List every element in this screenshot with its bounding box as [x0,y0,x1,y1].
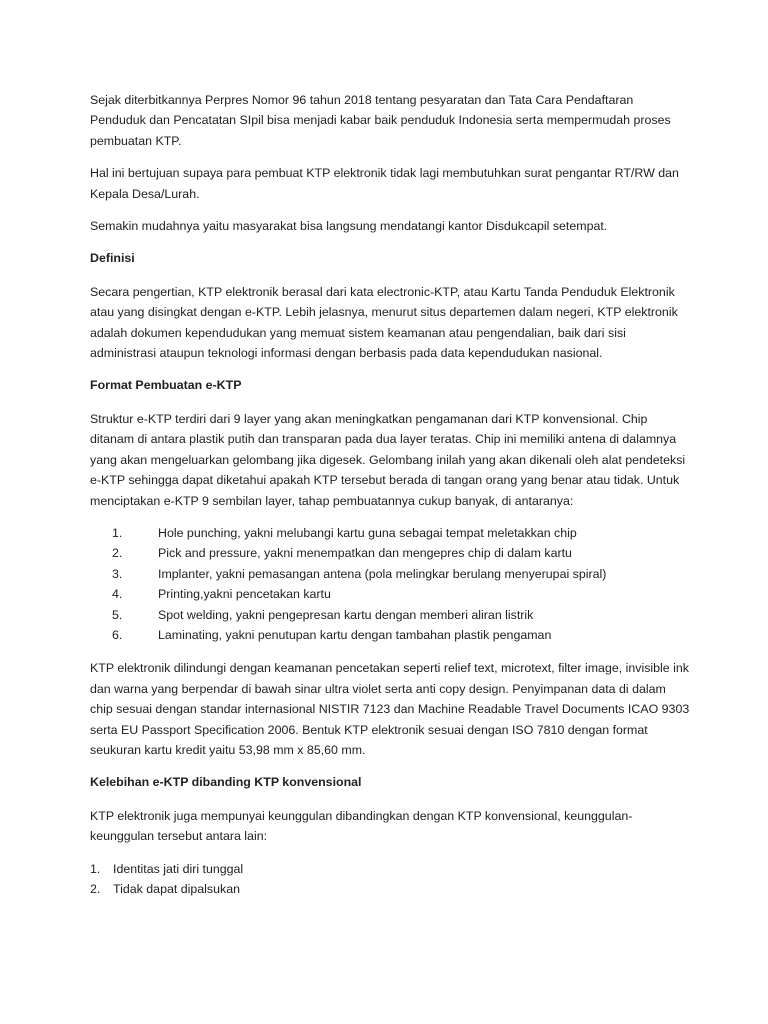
list-item-number: 2. [90,882,101,896]
list-item [90,564,690,584]
list-item-text: Laminating, yakni penutupan kartu dengan tambahan plastik pengaman [158,627,552,642]
advantages-list [90,859,690,900]
definisi-heading: Definisi [90,251,135,266]
list-item-number: 3. [112,566,123,581]
list-item [90,543,690,563]
list-item [90,523,690,543]
list-item-number: 1. [112,525,123,540]
list-item-text: Pick and pressure, yakni menempatkan dan mengepres chip di dalam kartu [158,546,572,561]
list-item [90,584,690,604]
list-item-text: Hole punching, yakni melubangi kartu guna sebagai tempat meletakkan chip [158,525,577,540]
list-item-number: 5. [112,607,123,622]
list-item [90,625,690,645]
list-item-text: Implanter, yakni pemasangan antena (pola melingkar berulang menyerupai spiral) [158,566,607,581]
document-body [90,90,690,899]
list-item-number: 6. [112,627,123,642]
format-heading: Format Pembuatan e-KTP [90,378,242,393]
intro-paragraph-1: Sejak diterbitkannya Perpres Nomor 96 tahun 2018 tentang pesyaratan dan Tata Cara Pendaftaran Penduduk dan Pencatatan SIpil bisa menjadi kabar baik penduduk Indonesia serta mempermudah proses pembuatan KTP. [90,93,671,148]
definisi-paragraph: Secara pengertian, KTP elektronik berasal dari kata electronic-KTP, atau Kartu Tanda Penduduk Elektronik atau yang disingkat dengan e-KTP. Lebih jelasnya, menurut situs departemen dalam negeri, KTP elektronik adalah dokumen kependudukan yang memuat sistem keamanan atau pengendalian, baik dari sisi administrasi ataupun teknologi informasi dengan berbasis pada data kependudukan nasional. [90,284,678,361]
list-item-number: 4. [112,587,123,602]
format-paragraph: Struktur e-KTP terdiri dari 9 layer yang akan meningkatkan pengamanan dari KTP konvensional. Chip ditanam di antara plastik putih dan transparan pada dua layer teratas. Chip ini memiliki antena di dalamnya yang akan mengeluarkan gelombang jika digesek. Gelombang inilah yang akan dikenali oleh alat pendeteksi e-KTP sehingga dapat diketahui apakah KTP tersebut berada di tangan orang yang benar atau tidak. Untuk menciptakan e-KTP 9 sembilan layer, tahap pembuatannya cukup banyak, di antaranya: [90,411,686,508]
intro-paragraph-3: Semakin mudahnya yaitu masyarakat bisa langsung mendatangi kantor Disdukcapil setempat. [90,219,608,234]
list-item [90,879,690,899]
list-item-text: Tidak dapat dipalsukan [113,882,240,896]
list-item-text: Printing,yakni pencetakan kartu [158,587,331,602]
kelebihan-heading: Kelebihan e-KTP dibanding KTP konvensional [90,775,362,790]
production-steps-list [90,523,690,645]
list-item [90,605,690,625]
list-item [90,859,690,879]
list-item-number: 1. [90,861,101,876]
list-item-number: 2. [112,546,123,561]
kelebihan-paragraph: KTP elektronik juga mempunyai keunggulan dibandingkan dengan KTP konvensional, keunggulan-keunggulan tersebut antara lain: [90,808,633,844]
list-item-text: Spot welding, yakni pengepresan kartu dengan memberi aliran listrik [158,607,534,622]
list-item-text: Identitas jati diri tunggal [113,861,244,876]
security-paragraph: KTP elektronik dilindungi dengan keamanan pencetakan seperti relief text, microtext, filter image, invisible ink dan warna yang berpendar di bawah sinar ultra violet serta anti copy design. Penyimpanan data di dalam chip sesuai dengan standar internasional NISTIR 7123 dan Machine Readable Travel Documents ICAO 9303 serta EU Passport Specification 2006. Bentuk KTP elektronik sesuai dengan ISO 7810 dengan format seukuran kartu kredit yaitu 53,98 mm x 85,60 mm. [90,661,690,757]
intro-paragraph-2: Hal ini bertujuan supaya para pembuat KTP elektronik tidak lagi membutuhkan surat pengantar RT/RW dan Kepala Desa/Lurah. [90,166,679,201]
